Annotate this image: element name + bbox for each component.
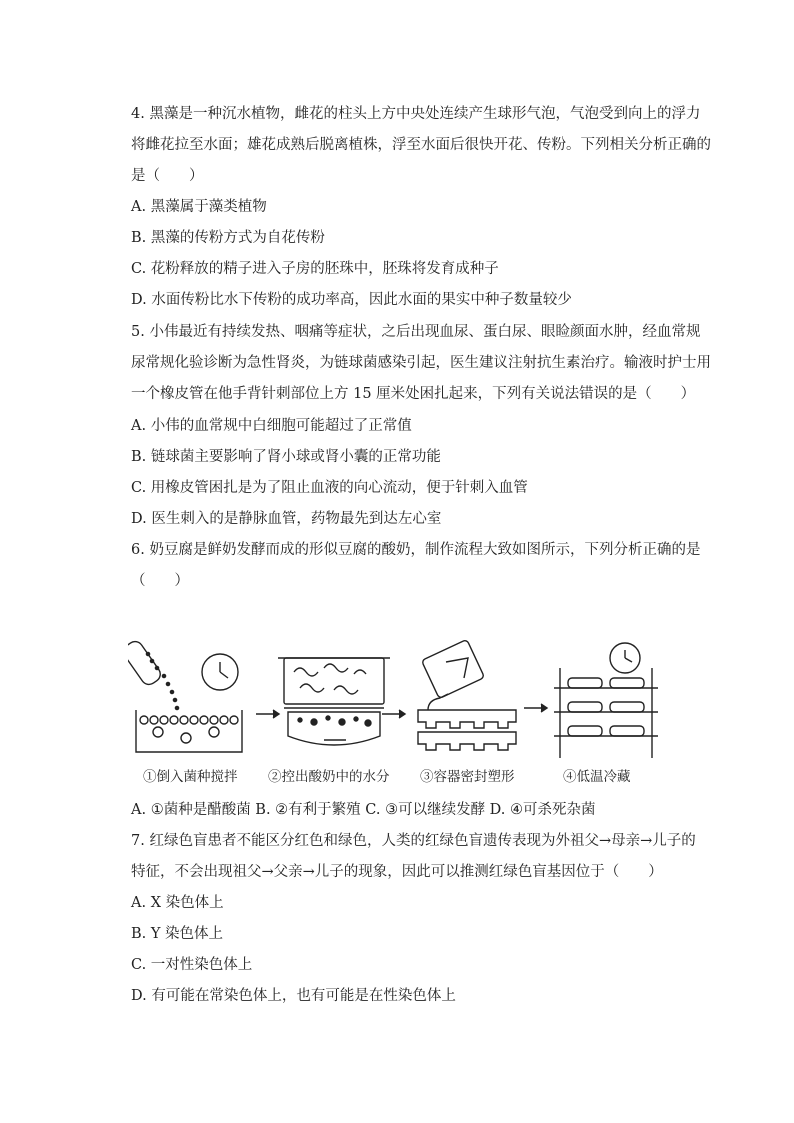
q7-stem-line-2: 特征，不会出现祖父→父亲→儿子的现象，因此可以推测红绿色盲基因位于（ ） bbox=[131, 864, 663, 880]
q6-process-figure bbox=[128, 628, 688, 818]
q4-stem-line-1: 4. 黑藻是一种沉水植物，雌花的柱头上方中央处连续产生球形气泡，气泡受到向上的浮力 bbox=[131, 106, 701, 122]
q7-option-a[interactable]: A. X 染色体上 bbox=[131, 895, 224, 911]
arrow-1 bbox=[256, 710, 279, 718]
arrow-2 bbox=[382, 710, 405, 718]
step1-pour-culture-drawing bbox=[128, 638, 242, 752]
q5-option-b[interactable]: B. 链球菌主要影响了肾小球或肾小囊的正常功能 bbox=[131, 449, 441, 465]
arrow-3 bbox=[524, 704, 547, 712]
q5-stem-line-2: 尿常规化验诊断为急性肾炎，为链球菌感染引起，医生建议注射抗生素治疗。输液时护士用 bbox=[131, 355, 711, 371]
q5-option-a[interactable]: A. 小伟的血常规中白细胞可能超过了正常值 bbox=[131, 418, 412, 434]
q6-caption-step2: ②控出酸奶中的水分 bbox=[268, 769, 390, 785]
q6-caption-step3: ③容器密封塑形 bbox=[420, 769, 515, 785]
q4-option-b[interactable]: B. 黑藻的传粉方式为自花传粉 bbox=[131, 230, 325, 246]
q6-caption-step1: ①倒入菌种搅拌 bbox=[143, 769, 238, 785]
q7-option-b[interactable]: B. Y 染色体上 bbox=[131, 926, 224, 942]
q6-stem-line-2: （ ） bbox=[131, 573, 189, 589]
q4-stem-line-2: 将雌花拉至水面；雄花成熟后脱离植株，浮至水面后很快开花、传粉。下列相关分析正确的 bbox=[131, 137, 711, 153]
q4-option-a[interactable]: A. 黑藻属于藻类植物 bbox=[131, 199, 267, 215]
q5-stem-line-3: 一个橡皮管在他手背针刺部位上方 15 厘米处困扎起来，下列有关说法错误的是（ ） bbox=[131, 386, 696, 402]
step4-cold-storage-drawing bbox=[554, 643, 658, 758]
q7-stem-line-1: 7. 红绿色盲患者不能区分红色和绿色，人类的红绿色盲遗传表现为外祖父→母亲→儿子的 bbox=[131, 833, 696, 849]
q5-option-d[interactable]: D. 医生刺入的是静脉血管，药物最先到达左心室 bbox=[131, 511, 442, 527]
q6-stem-line-1: 6. 奶豆腐是鲜奶发酵而成的形似豆腐的酸奶，制作流程大致如图所示，下列分析正确的是 bbox=[131, 542, 701, 558]
process-illustration bbox=[128, 628, 688, 818]
q4-option-c[interactable]: C. 花粉释放的精子进入子房的胚珠中，胚珠将发育成种子 bbox=[131, 261, 499, 277]
q4-stem-line-3: 是（ ） bbox=[131, 168, 204, 184]
q7-option-c[interactable]: C. 一对性染色体上 bbox=[131, 957, 253, 973]
q5-option-c[interactable]: C. 用橡皮管困扎是为了阻止血液的向心流动，便于针刺入血管 bbox=[131, 480, 528, 496]
q4-option-d[interactable]: D. 水面传粉比水下传粉的成功率高，因此水面的果实中种子数量较少 bbox=[131, 292, 572, 308]
step2-strain-drawing bbox=[278, 658, 390, 745]
q7-option-d[interactable]: D. 有可能在常染色体上，也有可能是在性染色体上 bbox=[131, 988, 456, 1004]
q5-stem-line-1: 5. 小伟最近有持续发热、咽痛等症状，之后出现血尿、蛋白尿、眼睑颜面水肿，经血常规 bbox=[131, 324, 701, 340]
q6-caption-step4: ④低温冷藏 bbox=[563, 769, 631, 785]
q6-options-line[interactable]: A. ①菌种是醋酸菌 B. ②有利于繁殖 C. ③可以继续发酵 D. ④可杀死杂菌 bbox=[131, 802, 596, 818]
step3-mold-drawing bbox=[418, 639, 516, 750]
